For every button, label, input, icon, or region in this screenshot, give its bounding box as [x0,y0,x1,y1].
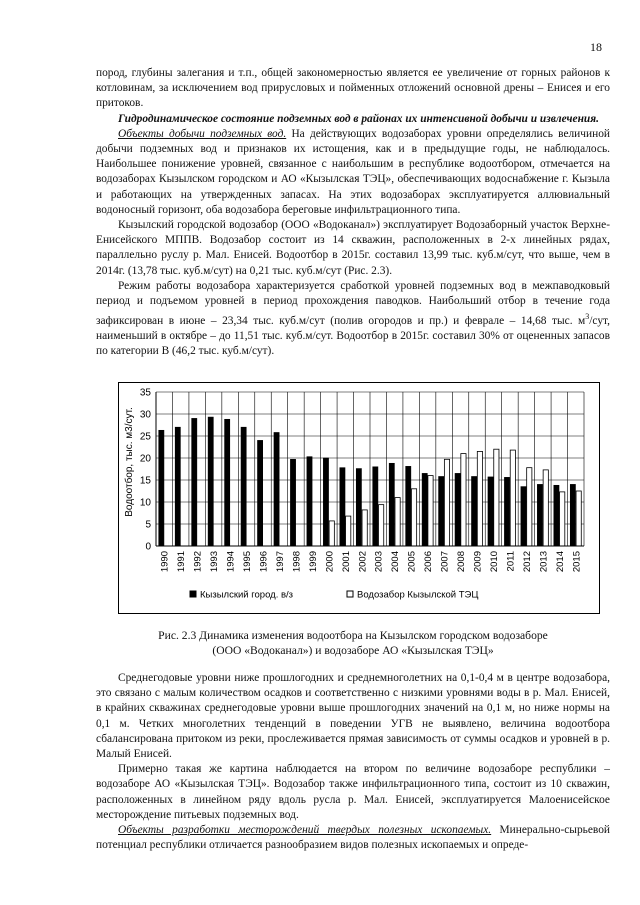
x-tick-label: 2014 [554,551,566,573]
paragraph: пород, глубины залегания и т.п., общей закономерностью является ее увеличение от горных районов к котловинам, за исключением вод прирусловых и пойменных отложений основной дрены – Енисея и его притоков. [96,67,610,110]
x-tick-label: 2007 [439,551,451,573]
bar-city-2004 [389,463,394,546]
bar-city-2007 [439,476,444,546]
bar-tec-2013 [543,470,548,546]
water-intake-chart [118,382,600,614]
y-tick-label: 25 [139,431,151,443]
bar-city-1993 [208,417,213,546]
x-tick-label: 2004 [390,551,402,573]
bar-tec-2002 [362,510,367,546]
x-tick-label: 1991 [176,551,188,573]
bar-city-1990 [159,430,164,546]
bar-city-1996 [258,440,263,546]
paragraph [96,127,610,218]
chart-legend [190,590,478,601]
bar-city-1998 [290,459,295,546]
legend-label-tec: Водозабор Кызылской ТЭЦ [357,589,479,601]
bar-city-1995 [241,427,246,546]
bar-tec-2010 [494,449,499,546]
x-tick-label: 1999 [307,551,319,573]
bar-tec-2014 [560,492,565,546]
bar-tec-2015 [576,491,581,546]
x-tick-label: 1992 [192,551,204,573]
paragraph: Кызылский городской водозабор (ООО «Водоканал») эксплуатирует Водозаборный участок Верхне-Енисейского МППВ. Водозабор состоит из 14 скважин, расположенных в 2-х линейных рядах, параллельно руслу р. Мал. Енисей. Водоотбор в 2015г. составил 13,99 тыс. куб.м/сут, что выше, чем в 2014г. (13,78 тыс. куб.м/сут) на 0,21 тыс. куб.м/сут (Рис. 2.3). [96,219,610,277]
paragraph-text: Режим работы водозабора характеризуется сработкой уровней подземных вод в межпаводковый период и подъемом уровней в период прохождения паводков. Наибольший отбор в течение года зафиксирован в июне – 23,34 тыс. куб.м/сут (полив огородов и пр.) и феврале – 14,68 тыс. м [96,279,610,328]
bar-city-2000 [323,458,328,546]
paragraph: Среднегодовые уровни ниже прошлогодних и среднемноголетних на 0,1-0,4 м в центре водозабора, это связано с малым количеством осадков и соответственно с низкими уровнями воды в р. Мал. Енисей, в крайних скважинах среднегодовые уровни выше прошлогодних значений на 0,1 м, но ниже нормы на 0,1 м. Четких многолетних тенденций в поведении УГВ не выявлено, величина водоотбора сбалансирована притоком из реки, прослеживается прямая зависимость от суммы осадков и уровней в р. Малый Енисей. [96,672,610,761]
bar-city-1992 [192,418,197,546]
text-block-top [96,66,610,360]
paragraph-text: Минерально-сырьевой потенциал республики отличается разнообразием видов полезных ископаемых и опреде- [96,824,610,852]
x-tick-label: 1996 [258,551,270,573]
paragraph: Примерно такая же картина наблюдается на втором по величине водозаборе республики – водозаборе АО «Кызылская ТЭЦ». Водозабор также инфильтрационного типа, состоит из 10 скважин, расположенных в линейном ряду вдоль русла р. Мал. Енисей, эксплуатируется Малоенисейское месторождение питьевых подземных вод. [96,763,610,821]
y-tick-label: 5 [145,519,151,531]
bar-city-2008 [455,473,460,546]
text-block-bottom [96,671,610,853]
x-tick-label: 1990 [159,551,171,573]
bar-city-2001 [340,468,345,546]
bar-tec-2003 [379,505,384,546]
bar-tec-2004 [395,498,400,546]
bar-tec-2006 [428,476,433,546]
x-tick-label: 1995 [242,551,254,573]
superscript: 3 [585,312,590,322]
x-tick-label: 1998 [291,551,303,573]
x-tick-label: 2001 [340,551,352,573]
bar-city-1999 [307,457,312,546]
y-tick-label: 10 [139,497,151,509]
subsection-heading: Объекты добычи подземных вод. [118,127,287,140]
bar-city-2009 [472,476,477,546]
x-tick-label: 2003 [373,551,385,573]
bar-city-1991 [175,427,180,546]
bar-city-1994 [225,419,230,546]
y-tick-label: 35 [139,387,151,399]
bar-city-2011 [504,477,509,546]
x-tick-label: 2005 [406,551,418,573]
x-tick-label: 2009 [472,551,484,573]
bar-city-2012 [521,487,526,546]
x-tick-label: 1994 [225,551,237,573]
x-tick-label: 2006 [423,551,435,573]
x-tick-label: 2011 [505,551,517,572]
bar-city-2014 [554,485,559,546]
y-tick-label: 20 [139,453,151,465]
caption-line-1: Рис. 2.3 Динамика изменения водоотбора на Кызылском городском водозаборе [158,629,548,642]
x-tick-label: 1993 [209,551,221,573]
legend-swatch-tec [347,591,353,597]
y-tick-label: 0 [145,541,151,553]
paragraph [96,823,610,853]
bar-tec-2008 [461,454,466,546]
bar-city-2015 [570,484,575,546]
x-tick-label: 2000 [324,551,336,573]
bar-city-2002 [356,469,361,546]
section-heading: Гидродинамическое состояние подземных вод в районах их интенсивной добычи и извлечения. [118,112,599,125]
y-axis-label: Водоотбор, тыс. м3/сут. [124,407,135,517]
x-tick-label: 2002 [357,551,369,573]
caption-line-2: (ООО «Водоканал») и водозаборе АО «Кызылская ТЭЦ» [212,644,494,657]
x-tick-label: 2013 [538,551,550,573]
x-tick-label: 2008 [456,551,468,573]
paragraph [96,279,610,360]
x-tick-label: 2015 [571,551,583,573]
bar-tec-2000 [329,521,334,546]
chart-container [118,382,600,614]
legend-swatch-city [190,591,196,597]
page-number: 18 [590,40,602,54]
bar-tec-2005 [411,489,416,546]
bar-city-2006 [422,473,427,546]
bar-city-1997 [274,432,279,546]
subsection-heading: Объекты разработки месторождений твердых полезных ископаемых. [118,824,492,837]
bar-tec-2007 [444,459,449,546]
bar-city-2013 [537,484,542,546]
bar-tec-2001 [346,516,351,546]
x-tick-label: 1997 [274,551,286,573]
paragraph-text: На действующих водозаборах уровни определялись величиной добычи подземных вод и признаков их истощения, как и в предыдущие годы, не наблюдалось. Наибольшее понижение уровней, связанное с наибольшим в республике водоотбором, отмечается на водозаборах Кызылском городском и АО «Кызылская ТЭЦ», обеспечивающих водоснабжение г. Кызыла и работающих на утвержденных запасах. На этих водозаборах эксплуатируется аллювиальный водоносный горизонт, оба водозабора береговые инфильтрационного типа. [96,127,610,216]
bar-tec-2012 [527,468,532,546]
paragraph-text: /сут, наименьший в октябре – до 11,51 тыс. куб.м/сут. Водоотбор в 2015г. составил 30% от оцененных запасов по категории В (46,2 тыс. куб.м/сут). [96,315,610,358]
y-tick-label: 15 [139,475,151,487]
bar-city-2010 [488,477,493,546]
figure-caption [96,628,610,658]
bar-city-2003 [373,467,378,546]
y-tick-label: 30 [139,409,151,421]
bar-tec-2009 [477,451,482,546]
x-tick-label: 2012 [521,551,533,573]
legend-label-city: Кызылский город. в/з [200,589,294,601]
x-tick-label: 2010 [488,551,500,573]
bar-city-2005 [406,466,411,546]
bar-tec-2011 [510,450,515,546]
